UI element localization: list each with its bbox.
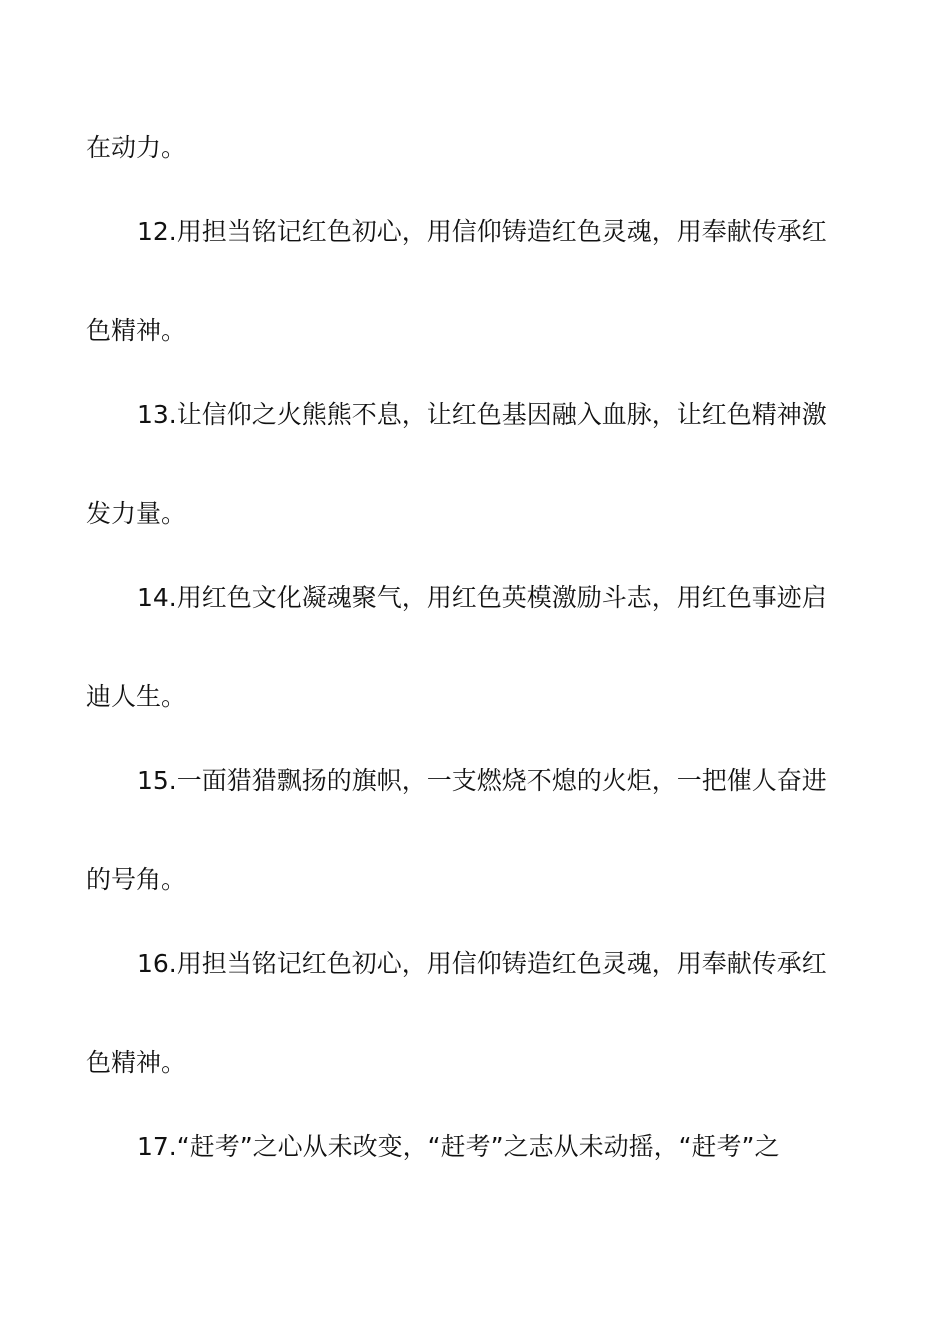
paragraph-14-line-2: 迪人生。 [86,682,187,711]
paragraph-14-line-1: 14.用红色文化凝魂聚气，用红色英模激励斗志，用红色事迹启 [137,583,827,612]
paragraph-12-line-2: 色精神。 [86,316,187,345]
paragraph-15-line-1: 15.一面猎猎飘扬的旗帜，一支燃烧不熄的火炬，一把催人奋进 [137,766,827,795]
paragraph-13-line-2: 发力量。 [86,499,187,528]
paragraph-12-line-1: 12.用担当铭记红色初心，用信仰铸造红色灵魂，用奉献传承红 [137,217,827,246]
paragraph-16-line-1: 16.用担当铭记红色初心，用信仰铸造红色灵魂，用奉献传承红 [137,949,827,978]
paragraph-15-line-2: 的号角。 [86,865,187,894]
paragraph-13-line-1: 13.让信仰之火熊熊不息，让红色基因融入血脉，让红色精神激 [137,400,827,429]
text-line-continuation: 在动力。 [86,133,187,162]
paragraph-16-line-2: 色精神。 [86,1048,187,1077]
paragraph-17-line-1: 17.“赶考”之心从未改变，“赶考”之志从未动摇，“赶考”之 [137,1132,780,1161]
